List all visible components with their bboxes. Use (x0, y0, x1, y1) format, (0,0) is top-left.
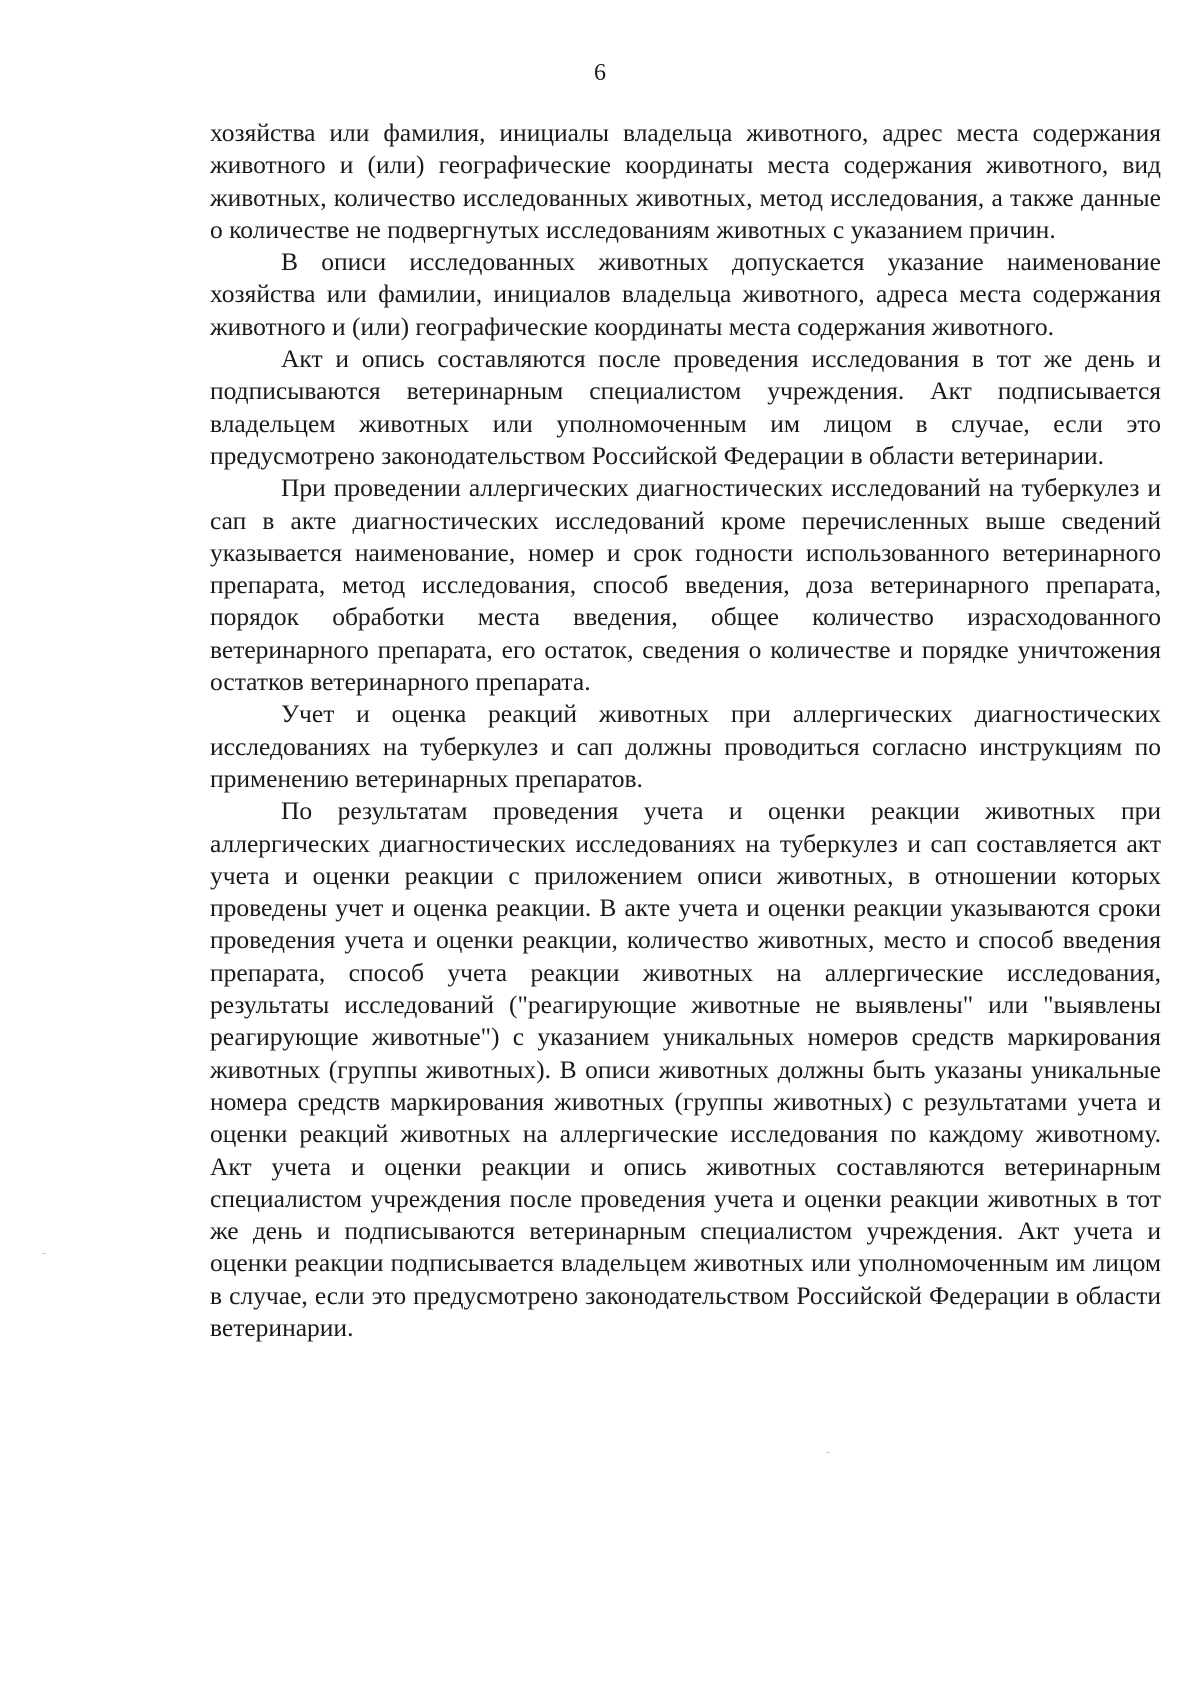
scan-artifact (42, 1253, 46, 1254)
scan-artifact (826, 1452, 830, 1453)
paragraph-act-signing: Акт и опись составляются после проведения исследования в тот же день и подписываются ветеринарным специалистом учреждения. Акт подписывается владельцем животных или уполномоченным им лицом в случае, если это предусмотрено законодательством Российской Федерации в области ветеринарии. (210, 344, 1161, 470)
paragraph-results-act: По результатам проведения учета и оценки реакции животных при аллергических диагностических исследованиях на туберкулез и сап составляется акт учета и оценки реакции с приложением описи животных, в отношении которых проведены учет и оценка реакции. В акте учета и оценки реакции указываются сроки проведения учета и оценки реакции, количество животных, место и способ введения препарата, способ учета реакции животных на аллергические исследования, результаты исследований ("реагирующие животные не выявлены" или "выявлены реагирующие животные") с указанием уникальных номеров средств маркирования животных (группы животных). В описи животных должны быть указаны уникальные номера средств маркирования животных (группы животных) с результатами учета и оценки реакций животных на аллергические исследования по каждому животному. Акт учета и оценки реакции и опись животных составляются ветеринарным специалистом учреждения после проведения учета и оценки реакции животных в тот же день и подписываются ветеринарным специалистом учреждения. Акт учета и оценки реакции подписывается владельцем животных или уполномоченным им лицом в случае, если это предусмотрено законодательством Российской Федерации в области ветеринарии. (210, 796, 1161, 1342)
paragraph-allergic-tests: При проведении аллергических диагностических исследований на туберкулез и сап в акте диагностических исследований кроме перечисленных выше сведений указывается наименование, номер и срок годности использованного ветеринарного препарата, метод исследования, способ введения, доза ветеринарного препарата, порядок обработки места введения, общее количество израсходованного ветеринарного препарата, его остаток, сведения о количестве и порядке уничтожения остатков ветеринарного препарата. (210, 473, 1161, 697)
paragraph-reaction-assessment: Учет и оценка реакций животных при аллергических диагностических исследованиях на туберкулез и сап должны проводиться согласно инструкциям по применению ветеринарных препаратов. (210, 699, 1161, 793)
paragraph-inventory: В описи исследованных животных допускается указание наименование хозяйства или фамилии, инициалов владельца животного, адреса места содержания животного и (или) географические координаты места содержания животного. (210, 247, 1161, 341)
page-number: 6 (594, 60, 606, 86)
paragraph-continuation: хозяйства или фамилия, инициалы владельца животного, адрес места содержания животного и (или) географические координаты места содержания животного, вид животных, количество исследованных животных, метод исследования, а также данные о количестве не подвергнутых исследованиям животных с указанием причин. (210, 118, 1161, 244)
document-body (210, 117, 1161, 1344)
